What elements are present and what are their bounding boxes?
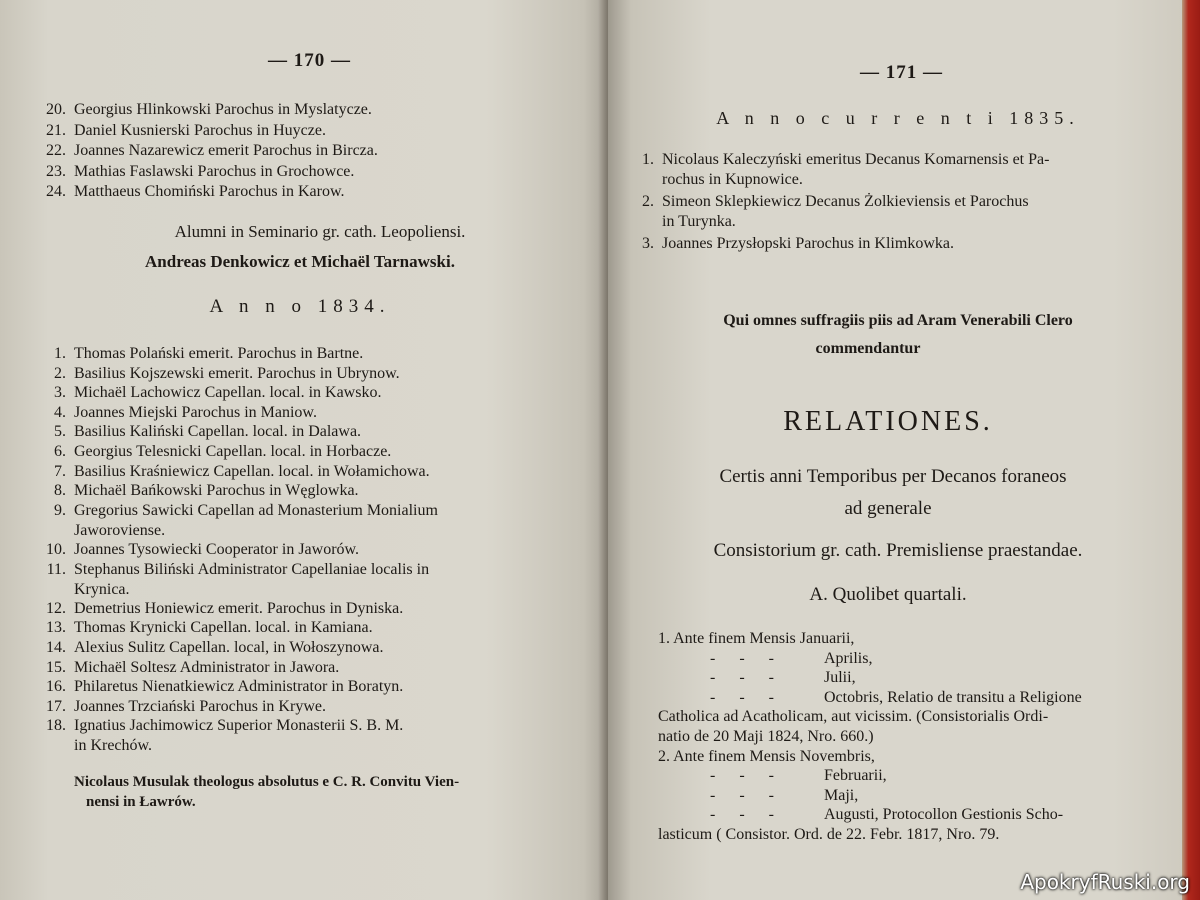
schedule-line: [658, 748, 875, 766]
item-text: Basilius Kaliński Capellan. local. in Dalawa.: [74, 423, 362, 441]
item-number: 7.: [54, 462, 66, 480]
list-item: [624, 234, 954, 254]
list-item: [624, 150, 1049, 190]
schedule-text: 2. Ante finem Mensis Novembris,: [658, 747, 875, 765]
schedule-line: [706, 669, 856, 687]
list-item: [36, 618, 373, 638]
item-continuation: in Turynka.: [662, 213, 736, 230]
item-text: Demetrius Honiewicz emerit. Parochus in Dyniska.: [74, 599, 404, 617]
item-text: Ignatius Jachimowicz Superior Monasterii S. B. M.: [74, 717, 404, 735]
item-text: Alexius Sulitz Capellan. local, in Wołoszynowa.: [74, 639, 384, 656]
item-text: Daniel Kusnierski Parochus in Huycze.: [74, 121, 326, 139]
item-number: 11.: [46, 560, 66, 578]
list-item: [36, 481, 359, 501]
item-continuation: rochus in Kupnowice.: [662, 171, 803, 188]
item-text: Joannes Trzciański Parochus in Krywe.: [74, 697, 326, 715]
item-number: 16.: [46, 678, 66, 696]
item-number: 13.: [46, 619, 66, 637]
schedule-line: [706, 650, 872, 668]
item-number: 22.: [46, 142, 66, 159]
item-number: 2.: [642, 193, 654, 210]
item-text: Philaretus Nienatkiewicz Administrator in Boratyn.: [74, 678, 404, 696]
closing-note: [74, 772, 574, 812]
relationes-title: RELATIONES.: [783, 406, 993, 437]
item-text: Basilius Kraśniewicz Capellan. local. in Wołamichowa.: [74, 462, 430, 480]
item-number: 24.: [46, 183, 66, 200]
list-item: [36, 442, 391, 462]
list-item: [36, 462, 430, 482]
list-item: [36, 162, 354, 182]
schedule-text: Februarii,: [824, 767, 887, 785]
item-text: Gregorius Sawicki Capellan ad Monasterium Monialium: [74, 501, 438, 519]
item-number: 15.: [46, 658, 66, 676]
item-number: 10.: [46, 541, 66, 558]
page-number: — 170 —: [268, 50, 351, 71]
list-item: [36, 658, 339, 678]
item-number: 3.: [54, 384, 66, 402]
item-number: 1.: [642, 151, 654, 168]
item-number: 14.: [46, 639, 66, 656]
ditto-dashes: - - -: [706, 786, 774, 804]
year-heading: A n n o 1834.: [209, 296, 391, 317]
item-text: Matthaeus Chomiński Parochus in Karow.: [74, 183, 345, 200]
schedule-text: Octobris, Relatio de transitu a Religione: [824, 688, 1082, 706]
item-text: Nicolaus Kaleczyński emeritus Decanus Komarnensis et Pa-: [662, 151, 1050, 168]
schedule-text: lasticum ( Consistor. Ord. de 22. Febr. 1817, Nro. 79.: [658, 826, 1000, 843]
list-item: [36, 141, 378, 161]
subtitle-line: Certis anni Temporibus per Decanos foraneos: [719, 466, 1067, 487]
list-item: [36, 501, 438, 541]
schedule-text: Julii,: [824, 669, 856, 687]
list-item: [36, 383, 381, 403]
schedule-line: [658, 708, 1048, 726]
schedule-line: [706, 787, 858, 805]
item-number: 4.: [54, 403, 66, 421]
list-item: [36, 121, 326, 141]
schedule-line: [658, 630, 854, 648]
item-text: Joannes Miejski Parochus in Maniow.: [74, 403, 317, 421]
commendation-line: commendantur: [815, 340, 921, 357]
commendation-line: Qui omnes suffragiis piis ad Aram Venerabili Clero: [723, 312, 1073, 329]
schedule-text: Catholica ad Acatholicam, aut vicissim. (Consistorialis Ordi-: [658, 708, 1049, 726]
ditto-dashes: - - -: [706, 669, 774, 687]
item-number: 9.: [54, 501, 66, 519]
watermark: ApokryfRuski.org: [1020, 870, 1190, 894]
schedule-text: Maji,: [824, 786, 859, 804]
list-item: [36, 638, 383, 658]
list-item: [36, 560, 429, 600]
schedule-text: Augusti, Protocollon Gestionis Scho-: [824, 806, 1064, 824]
item-number: 3.: [642, 235, 654, 252]
ditto-dashes: - - -: [706, 767, 774, 785]
closing-line: Nicolaus Musulak theologus absolutus e C. R. Convitu Vien-: [74, 774, 460, 790]
item-text: Joannes Przysłopski Parochus in Klimkowka.: [662, 235, 954, 252]
item-text: Georgius Hlinkowski Parochus in Myslatycze.: [74, 101, 372, 118]
list-item: [36, 182, 344, 202]
item-text: Basilius Kojszewski emerit. Parochus in Ubrynow.: [74, 364, 400, 382]
book-cover-edge: [1182, 0, 1200, 900]
item-text: Michaël Soltesz Administrator in Jawora.: [74, 658, 340, 676]
ditto-dashes: - - -: [706, 806, 774, 824]
item-number: 18.: [46, 717, 66, 735]
list-item: [36, 344, 363, 364]
list-item: [36, 403, 317, 423]
list-item: [36, 697, 326, 717]
schedule-line: [706, 806, 1063, 824]
item-number: 23.: [46, 162, 66, 180]
item-text: Thomas Polański emerit. Parochus in Bartne.: [74, 345, 364, 362]
item-number: 17.: [46, 697, 66, 715]
subtitle-line: ad generale: [844, 498, 932, 519]
schedule-text: natio de 20 Maji 1824, Nro. 660.): [658, 728, 874, 745]
schedule-line: [658, 826, 999, 844]
list-item: [36, 100, 372, 120]
alumni-names: Andreas Denkowicz et Michaël Tarnawski.: [145, 252, 455, 271]
item-continuation: Jaworoviense.: [74, 521, 166, 539]
schedule-line: [658, 728, 874, 746]
schedule-line: [706, 767, 887, 785]
item-number: 20.: [46, 101, 66, 118]
item-text: Michaël Lachowicz Capellan. local. in Kawsko.: [74, 384, 382, 402]
item-number: 2.: [54, 364, 66, 382]
item-text: Simeon Sklepkiewicz Decanus Żolkieviensis et Parochus: [662, 193, 1029, 210]
list-item: [36, 540, 359, 560]
alumni-heading: Alumni in Seminario gr. cath. Leopoliensi.: [174, 222, 466, 241]
item-text: Thomas Krynicki Capellan. local. in Kamiana.: [74, 619, 373, 637]
item-continuation: in Krechów.: [74, 737, 153, 755]
item-number: 6.: [54, 443, 66, 460]
ditto-dashes: - - -: [706, 688, 774, 706]
schedule-line: [706, 689, 1082, 707]
page-number: — 171 —: [860, 62, 943, 83]
list-item: [36, 599, 403, 619]
subtitle-line: Consistorium gr. cath. Premisliense praestandae.: [713, 540, 1083, 561]
section-heading: A. Quolibet quartali.: [809, 584, 967, 605]
item-number: 21.: [46, 121, 66, 139]
list-item: [36, 716, 403, 756]
schedule-text: 1. Ante finem Mensis Januarii,: [658, 630, 855, 647]
closing-line: nensi in Ławrów.: [86, 794, 196, 810]
item-text: Joannes Tysowiecki Cooperator in Jaworów.: [74, 541, 360, 558]
list-item: [624, 192, 1029, 232]
year-heading: A n n o c u r r e n t i 1835.: [716, 108, 1080, 128]
schedule-text: Aprilis,: [824, 649, 873, 667]
ditto-dashes: - - -: [706, 649, 774, 667]
list-item: [36, 364, 400, 384]
item-text: Stephanus Biliński Administrator Capellaniae localis in: [74, 560, 430, 578]
item-number: 8.: [54, 482, 66, 500]
list-item: [36, 677, 403, 697]
item-text: Joannes Nazarewicz emerit Parochus in Bircza.: [74, 142, 378, 159]
item-text: Michaël Bańkowski Parochus in Węglowka.: [74, 482, 359, 500]
list-item: [36, 422, 361, 442]
item-text: Mathias Faslawski Parochus in Grochowce.: [74, 162, 355, 180]
right-page: [608, 0, 1182, 900]
item-continuation: Krynica.: [74, 580, 130, 598]
item-text: Georgius Telesnicki Capellan. local. in Horbacze.: [74, 443, 392, 460]
item-number: 1.: [54, 345, 66, 362]
item-number: 5.: [54, 423, 66, 441]
item-number: 12.: [46, 599, 66, 617]
